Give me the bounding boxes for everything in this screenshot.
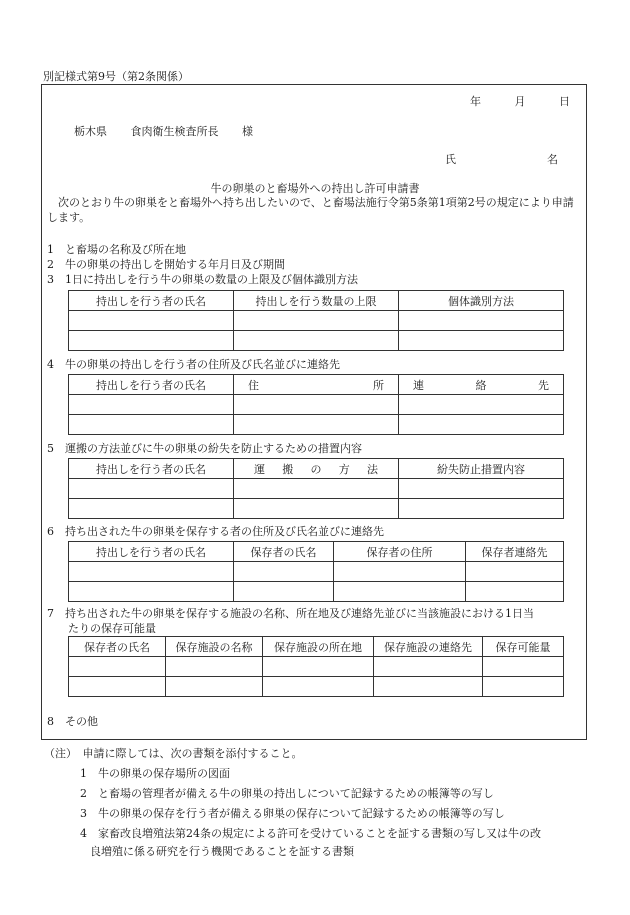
table-cell[interactable] — [399, 415, 564, 435]
table-cell[interactable] — [69, 311, 234, 331]
header-char: 方 — [338, 462, 350, 476]
table-header: 持出しを行う者の氏名 — [69, 542, 234, 562]
table-cell[interactable] — [69, 499, 234, 519]
table-row — [69, 677, 564, 697]
form-number-label: 別記様式第9号（第2条関係） — [43, 70, 189, 83]
table-header: 保存者の氏名 — [69, 637, 166, 657]
item-1: 1 と畜場の名称及び所在地 — [47, 243, 186, 256]
table-cell[interactable] — [69, 331, 234, 351]
table-header — [234, 375, 399, 395]
table-row — [69, 582, 564, 602]
addressee-prefecture: 栃木県 — [74, 125, 107, 138]
table-cell[interactable] — [234, 499, 399, 519]
item-8: 8 その他 — [47, 715, 98, 728]
table-header: 保存施設の連絡先 — [374, 637, 483, 657]
table-header — [234, 459, 399, 479]
table-row — [69, 542, 564, 562]
date-year-label: 年 — [470, 95, 481, 108]
table-quantity — [68, 290, 564, 351]
header-char: 連 — [413, 378, 424, 392]
table-cell[interactable] — [399, 479, 564, 499]
table-row — [69, 657, 564, 677]
table-header: 保存施設の所在地 — [263, 637, 374, 657]
note-4-line-1: 4 家畜改良増殖法第24条の規定による許可を受けていることを証する書類の写し又は牛の改 — [80, 827, 541, 840]
table-cell[interactable] — [399, 395, 564, 415]
table-row — [69, 331, 564, 351]
table-row — [69, 499, 564, 519]
table-cell[interactable] — [466, 582, 564, 602]
table-cell[interactable] — [399, 331, 564, 351]
table-header — [399, 375, 564, 395]
table-cell[interactable] — [69, 582, 234, 602]
addressee-office: 食肉衛生検査所長 — [130, 125, 219, 138]
table-cell[interactable] — [234, 331, 399, 351]
header-char: 所 — [373, 378, 384, 392]
table-cell[interactable] — [483, 677, 564, 697]
date-day-label: 日 — [559, 95, 570, 108]
addressee-honorific: 様 — [242, 125, 253, 138]
header-char: の — [310, 462, 322, 476]
table-cell[interactable] — [69, 479, 234, 499]
table-cell[interactable] — [374, 657, 483, 677]
table-cell[interactable] — [334, 582, 466, 602]
header-char: 先 — [538, 378, 549, 392]
table-header: 持出しを行う者の氏名 — [69, 375, 234, 395]
item-3: 3 1日に持出しを行う牛の卵巣の数量の上限及び個体識別方法 — [47, 273, 358, 286]
header-char: 法 — [367, 462, 378, 476]
table-header: 個体識別方法 — [399, 291, 564, 311]
table-header: 保存者の氏名 — [234, 542, 334, 562]
item-7-line-1: 7 持ち出された牛の卵巣を保存する施設の名称、所在地及び連絡先並びに当該施設における1日当 — [47, 607, 534, 620]
table-header: 保存者連絡先 — [466, 542, 564, 562]
table-cell[interactable] — [466, 562, 564, 582]
header-char: 搬 — [282, 462, 294, 476]
note-2: 2 と畜場の管理者が備える牛の卵巣の持出しについて記録するための帳簿等の写し — [80, 787, 494, 800]
header-char: 住 — [248, 378, 259, 392]
table-facility — [68, 636, 564, 697]
item-7-line-2: たりの保存可能量 — [68, 622, 156, 635]
table-cell[interactable] — [69, 415, 234, 435]
item-6: 6 持ち出された牛の卵巣を保存する者の住所及び氏名並びに連絡先 — [47, 525, 384, 538]
table-cell[interactable] — [234, 395, 399, 415]
date-line — [470, 93, 570, 109]
table-header: 保存者の住所 — [334, 542, 466, 562]
table-header: 持出しを行う者の氏名 — [69, 291, 234, 311]
table-row — [69, 459, 564, 479]
addressee — [74, 123, 253, 139]
table-cell[interactable] — [69, 657, 166, 677]
table-cell[interactable] — [374, 677, 483, 697]
table-storer — [68, 541, 564, 602]
notes-heading: （注） 申請に際しては、次の書類を添付すること。 — [44, 747, 303, 760]
table-cell[interactable] — [263, 677, 374, 697]
table-transport — [68, 458, 564, 519]
table-header: 保存施設の名称 — [166, 637, 263, 657]
table-cell[interactable] — [69, 395, 234, 415]
table-row — [69, 415, 564, 435]
header-char: 運 — [254, 462, 265, 476]
applicant-name-shi: 氏 — [445, 153, 456, 166]
table-row — [69, 291, 564, 311]
table-row — [69, 375, 564, 395]
table-header: 紛失防止措置内容 — [399, 459, 564, 479]
table-cell[interactable] — [234, 479, 399, 499]
item-5: 5 運搬の方法並びに牛の卵巣の紛失を防止するための措置内容 — [47, 442, 362, 455]
table-row — [69, 311, 564, 331]
item-2: 2 牛の卵巣の持出しを開始する年月日及び期間 — [47, 258, 285, 271]
table-cell[interactable] — [234, 311, 399, 331]
table-cell[interactable] — [263, 657, 374, 677]
table-cell[interactable] — [399, 499, 564, 519]
table-cell[interactable] — [69, 677, 166, 697]
intro-paragraph: 次のとおり牛の卵巣をと畜場外へ持ち出したいので、と畜場法施行令第5条第1項第2号の規定により申請します。 — [47, 196, 574, 224]
applicant-name-mei: 名 — [547, 153, 558, 166]
table-carrier-contact — [68, 374, 564, 435]
table-header: 保存可能量 — [483, 637, 564, 657]
table-cell[interactable] — [234, 582, 334, 602]
table-cell[interactable] — [166, 657, 263, 677]
table-cell[interactable] — [69, 562, 234, 582]
date-month-label: 月 — [514, 95, 526, 108]
table-cell[interactable] — [234, 562, 334, 582]
table-row — [69, 479, 564, 499]
note-1: 1 牛の卵巣の保存場所の図面 — [80, 767, 230, 780]
item-4: 4 牛の卵巣の持出しを行う者の住所及び氏名並びに連絡先 — [47, 358, 340, 371]
table-cell[interactable] — [166, 677, 263, 697]
table-row — [69, 562, 564, 582]
table-cell[interactable] — [334, 562, 466, 582]
note-4-line-2: 良増殖に係る研究を行う機関であることを証する書類 — [90, 845, 354, 858]
table-cell[interactable] — [483, 657, 564, 677]
table-header: 持出しを行う数量の上限 — [234, 291, 399, 311]
note-3: 3 牛の卵巣の保存を行う者が備える卵巣の保存について記録するための帳簿等の写し — [80, 807, 505, 820]
header-char: 絡 — [475, 378, 487, 392]
table-row — [69, 637, 564, 657]
table-row — [69, 395, 564, 415]
table-header: 持出しを行う者の氏名 — [69, 459, 234, 479]
table-cell[interactable] — [399, 311, 564, 331]
table-cell[interactable] — [234, 415, 399, 435]
document-title: 牛の卵巣のと畜場外への持出し許可申請書 — [210, 182, 420, 195]
